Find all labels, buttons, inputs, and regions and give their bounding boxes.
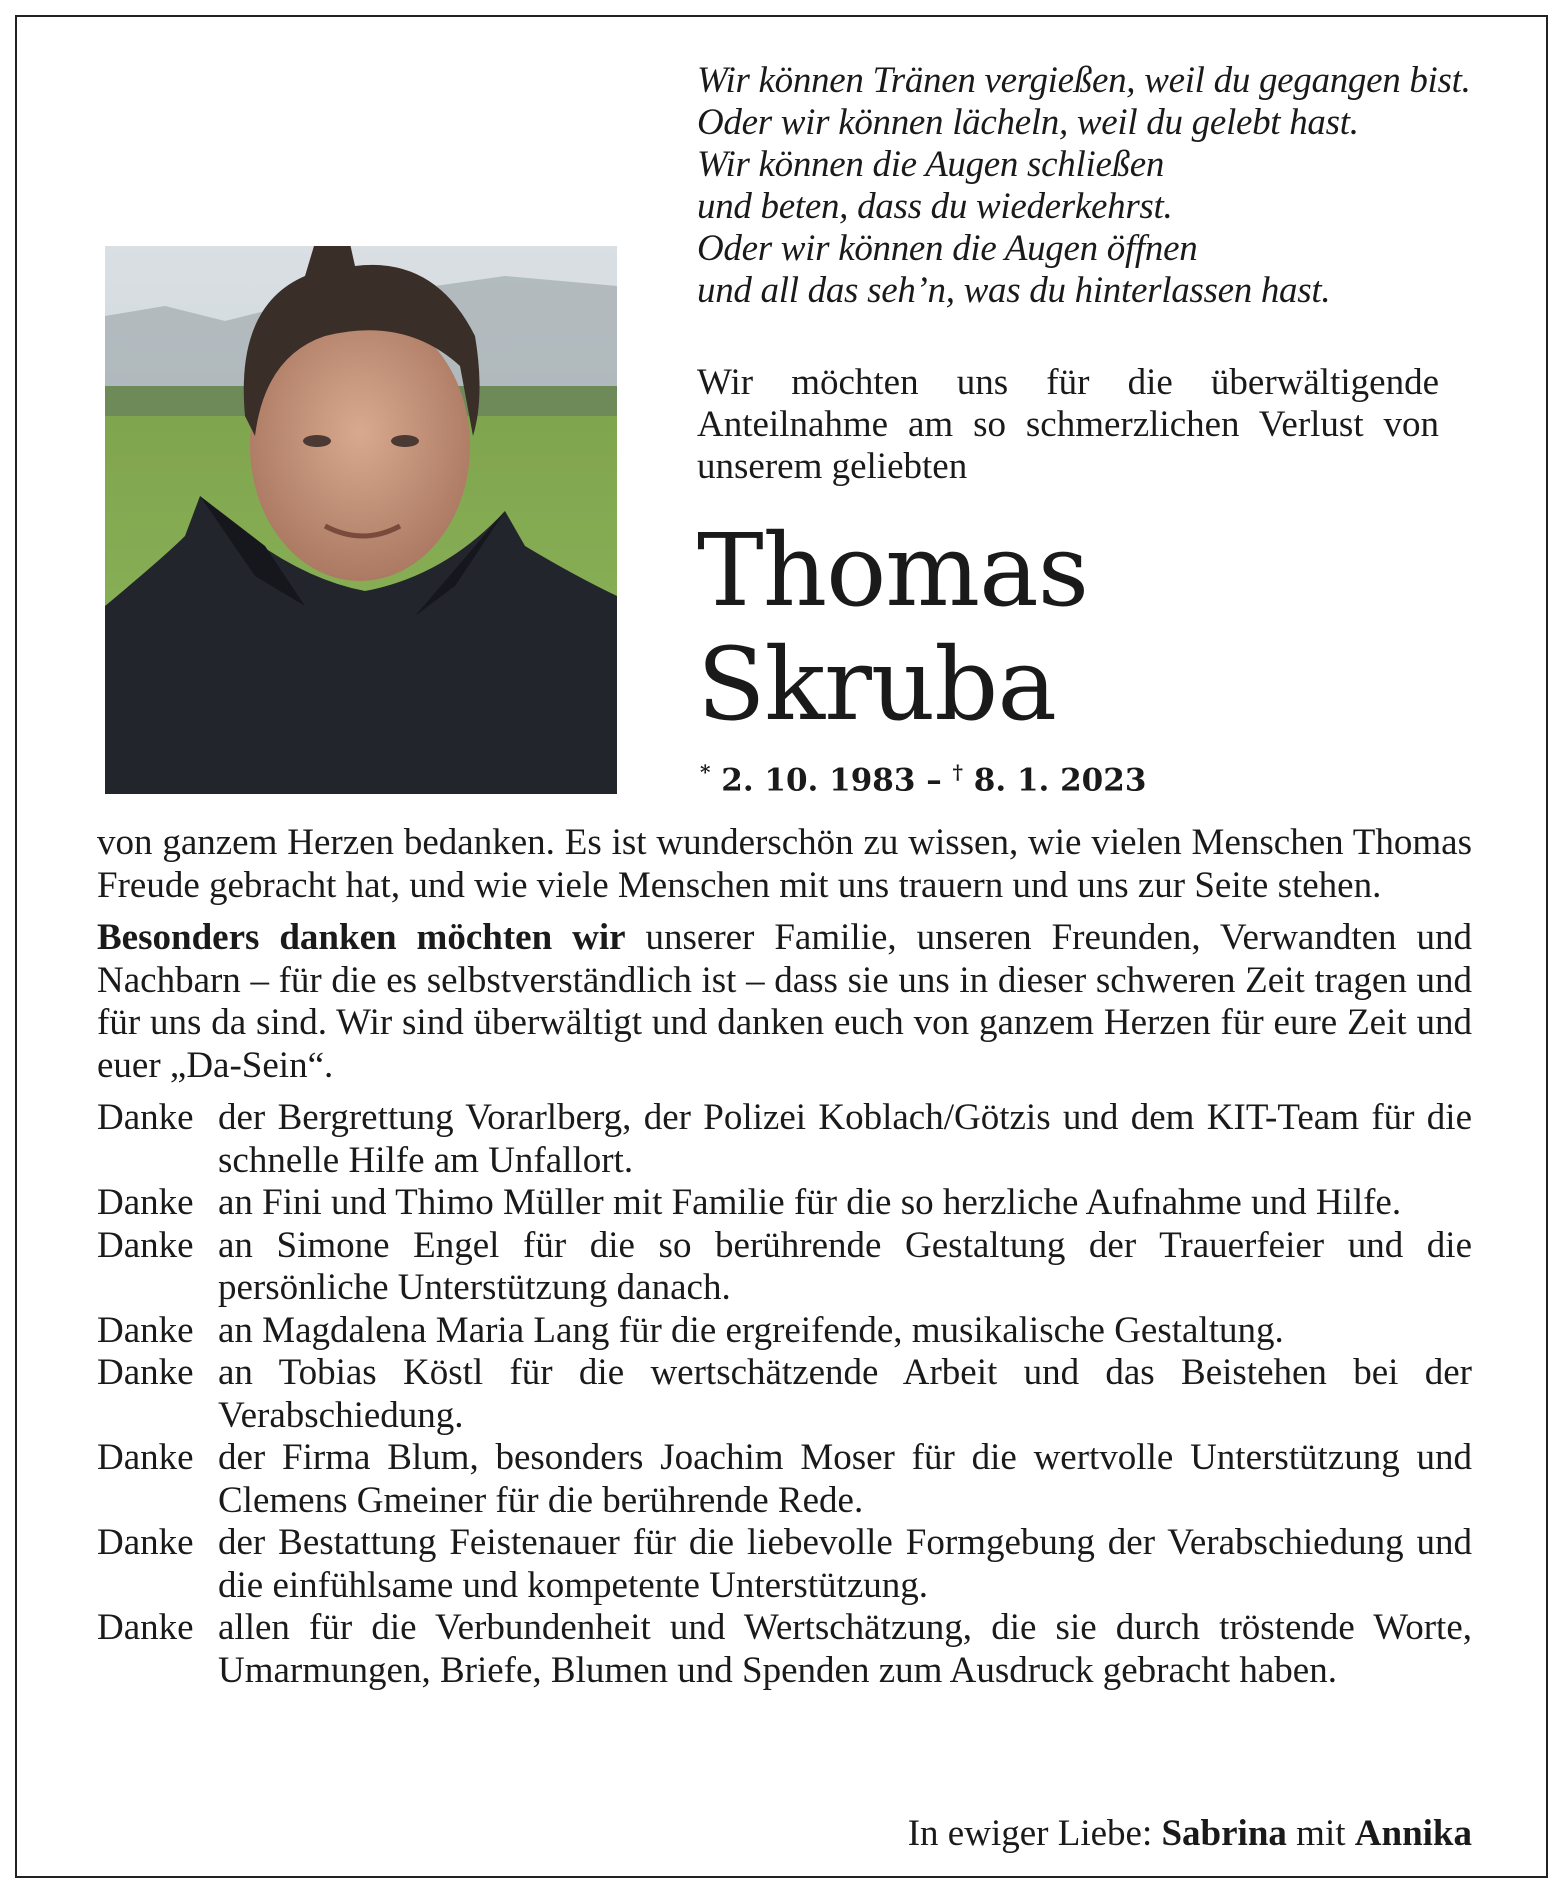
- paragraph-thanks: von ganzem Herzen bedanken. Es ist wunderschön zu wissen, wie vielen Menschen Thomas Freude gebracht hat, und wie viele Menschen mit uns trauern und uns zur Seite stehen.: [97, 822, 1472, 906]
- danke-text: an Fini und Thimo Müller mit Familie für die so herzliche Aufnahme und Hilfe.: [218, 1182, 1402, 1223]
- special-thanks-text: unserer Familie, unseren Freunden, Verwandten und Nachbarn – für die es selbstverständlich ist – dass sie uns in dieser schweren Zeit tragen und für uns da sind. Wir sind überwältigt und danken euch von ganzem Herzen für eure Zeit und euer „Da-Sein“.: [97, 917, 1472, 1086]
- life-dates: [700, 760, 1146, 798]
- danke-item: [97, 1607, 1472, 1692]
- poem-line: Wir können die Augen schließen: [697, 144, 1165, 185]
- danke-text: der Bergrettung Vorarlberg, der Polizei Koblach/Götzis und dem KIT-Team für die schnelle Hilfe am Unfallort.: [218, 1097, 1472, 1181]
- danke-label: Danke: [97, 1224, 194, 1266]
- portrait-photo: [105, 246, 617, 794]
- danke-text: der Bestattung Feistenauer für die liebevolle Formgebung der Verabschiedung und die einfühlsame und kompetente Unterstützung.: [218, 1522, 1472, 1606]
- danke-label: Danke: [97, 1607, 194, 1648]
- danke-item: [97, 1310, 1472, 1353]
- birth-symbol: *: [700, 760, 711, 784]
- poem: [697, 60, 1537, 312]
- danke-item: [97, 1225, 1472, 1310]
- signature: [908, 1812, 1472, 1855]
- death-date: 8. 1. 2023: [973, 762, 1147, 799]
- danke-label: Danke: [97, 1309, 194, 1351]
- thanks-body: [97, 822, 1472, 1692]
- signature-name-1: Sabrina: [1161, 1813, 1287, 1854]
- danke-text: an Tobias Köstl für die wertschätzende Arbeit und das Beistehen bei der Verabschiedung.: [218, 1352, 1472, 1436]
- deceased-name: [697, 514, 1088, 742]
- date-dash: –: [915, 762, 953, 799]
- danke-item: [97, 1437, 1472, 1522]
- special-thanks-lead: Besonders danken möchten wir: [97, 917, 626, 958]
- birth-date: 2. 10. 1983: [721, 762, 916, 799]
- paragraph-special-thanks: [97, 917, 1472, 1087]
- signature-prefix: In ewiger Liebe:: [907, 1813, 1162, 1854]
- first-name: Thomas: [697, 512, 1089, 629]
- intro-text: Wir möchten uns für die überwältigende Anteilnahme am so schmerzlichen Verlust von unserem geliebten: [697, 362, 1439, 487]
- poem-line: und all das seh’n, was du hinterlassen hast.: [697, 270, 1331, 311]
- danke-label: Danke: [97, 1182, 194, 1223]
- signature-mid: mit: [1286, 1813, 1355, 1854]
- poem-line: Oder wir können die Augen öffnen: [697, 228, 1198, 269]
- danke-item: [97, 1352, 1472, 1437]
- danke-label: Danke: [97, 1097, 194, 1138]
- death-symbol: †: [952, 760, 963, 784]
- poem-line: und beten, dass du wiederkehrst.: [697, 186, 1173, 227]
- signature-name-2: Annika: [1354, 1813, 1472, 1854]
- danke-list: [97, 1097, 1472, 1692]
- danke-label: Danke: [97, 1522, 194, 1563]
- danke-label: Danke: [97, 1352, 194, 1393]
- danke-item: [97, 1182, 1472, 1225]
- danke-item: [97, 1097, 1472, 1182]
- danke-label: Danke: [97, 1437, 194, 1478]
- danke-text: an Simone Engel für die so berührende Gestaltung der Trauerfeier und die persönliche Unterstützung danach.: [218, 1224, 1472, 1308]
- danke-text: allen für die Verbundenheit und Wertschätzung, die sie durch tröstende Worte, Umarmungen, Briefe, Blumen und Spenden zum Ausdruck gebracht haben.: [218, 1607, 1472, 1691]
- last-name: Skruba: [697, 626, 1056, 743]
- danke-item: [97, 1522, 1472, 1607]
- danke-text: der Firma Blum, besonders Joachim Moser für die wertvolle Unterstützung und Clemens Gmeiner für die berührende Rede.: [218, 1437, 1472, 1521]
- poem-line: Wir können Tränen vergießen, weil du gegangen bist.: [697, 60, 1471, 101]
- danke-text: an Magdalena Maria Lang für die ergreifende, musikalische Gestaltung.: [218, 1309, 1284, 1351]
- poem-line: Oder wir können lächeln, weil du gelebt hast.: [697, 102, 1359, 143]
